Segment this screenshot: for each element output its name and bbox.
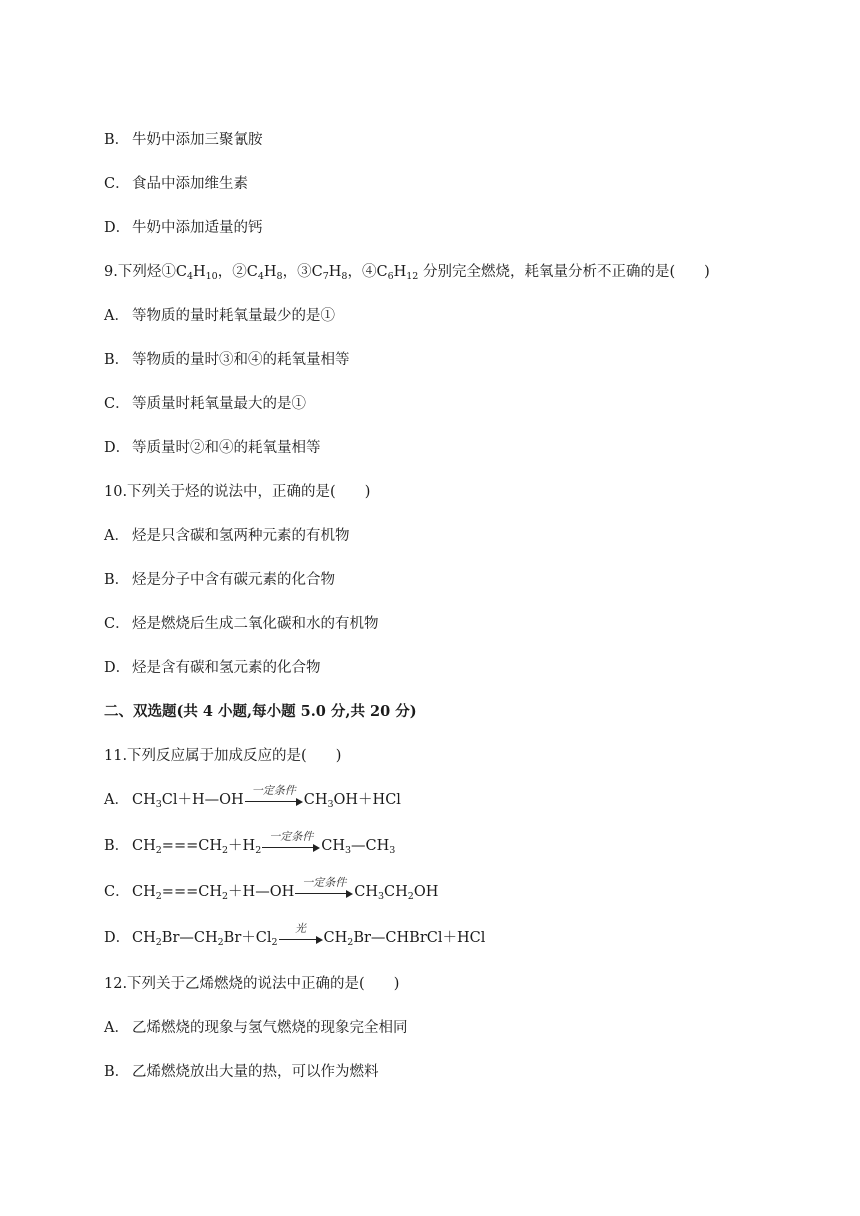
q9-option-d xyxy=(104,436,321,460)
q10-option-d xyxy=(104,656,321,680)
q12-option-b xyxy=(104,1060,379,1084)
subscript: 4 xyxy=(186,271,193,282)
formula-text: CH xyxy=(321,838,345,854)
stem-text: H xyxy=(328,264,342,280)
formula-text: ＋H xyxy=(228,838,256,854)
q9-option-a xyxy=(104,304,335,328)
formula-text: CH xyxy=(323,930,348,946)
formula-text: Cl＋H—OH xyxy=(161,792,244,808)
option-label: D． xyxy=(104,440,131,456)
subscript: 3 xyxy=(389,845,396,856)
formula-text: CH xyxy=(384,884,408,900)
subscript: 2 xyxy=(407,891,414,902)
option-label: A． xyxy=(104,792,129,808)
q8-option-c xyxy=(104,172,248,196)
option-label: D． xyxy=(104,660,131,676)
reaction-condition: 一定条件 xyxy=(302,876,347,889)
formula-text: ===CH xyxy=(161,884,222,900)
option-label: C． xyxy=(104,176,130,192)
formula-text: CH xyxy=(132,884,156,900)
option-text: 等质量时耗氧量最大的是① xyxy=(132,396,306,412)
q10-option-c xyxy=(104,612,379,636)
formula-text: CH xyxy=(303,792,328,808)
option-label: C． xyxy=(104,616,130,632)
option-label: B． xyxy=(104,132,130,148)
subscript: 4 xyxy=(257,271,264,282)
subscript: 2 xyxy=(155,891,162,902)
formula-text: Br—CH xyxy=(161,930,218,946)
formula-text: CH xyxy=(132,792,156,808)
q12-stem: 12.下列关于乙烯燃烧的说法中正确的是( ) xyxy=(104,976,400,992)
formula-text: OH xyxy=(413,884,439,900)
q9-option-b xyxy=(104,348,350,372)
q9-stem xyxy=(104,260,710,284)
formula-text: Br—CHBrCl＋HCl xyxy=(353,930,486,946)
reaction-condition: 光 xyxy=(295,922,307,935)
section-heading: 二、双选题(共 4 小题,每小题 5.0 分,共 20 分) xyxy=(104,703,417,720)
option-label: D． xyxy=(104,930,131,946)
q11-stem: 11.下列反应属于加成反应的是( ) xyxy=(104,748,342,764)
option-text: 食品中添加维生素 xyxy=(132,176,248,192)
formula-text: —CH xyxy=(351,838,390,854)
option-text: 烃是含有碳和氢元素的化合物 xyxy=(132,660,321,676)
q8-option-b xyxy=(104,128,263,152)
subscript: 6 xyxy=(387,271,394,282)
reaction-arrow xyxy=(245,784,303,812)
q11-option-b xyxy=(104,830,396,858)
subscript: 2 xyxy=(347,937,354,948)
q12-option-a xyxy=(104,1016,408,1040)
stem-text: H xyxy=(192,264,206,280)
subscript: 3 xyxy=(155,799,162,810)
option-text: 乙烯燃烧的现象与氢气燃烧的现象完全相同 xyxy=(132,1020,408,1036)
option-text: 烃是只含碳和氢两种元素的有机物 xyxy=(132,528,350,544)
stem-text: ，④C xyxy=(347,264,388,280)
subscript: 2 xyxy=(217,937,224,948)
option-text: 乙烯燃烧放出大量的热，可以作为燃料 xyxy=(132,1064,379,1080)
option-text: 等物质的量时耗氧量最少的是① xyxy=(132,308,335,324)
formula-text: CH xyxy=(132,930,156,946)
stem-text: H xyxy=(393,264,407,280)
subscript: 3 xyxy=(377,891,385,902)
option-label: A． xyxy=(104,308,129,324)
option-label: A． xyxy=(104,528,129,544)
stem-text: H xyxy=(263,264,277,280)
stem-text: ，②C xyxy=(217,264,258,280)
subscript: 3 xyxy=(345,845,352,856)
subscript: 8 xyxy=(276,271,283,282)
stem-text: 9.下列烃①C xyxy=(104,264,187,280)
reaction-condition: 一定条件 xyxy=(269,830,314,843)
option-label: B． xyxy=(104,1064,130,1080)
subscript: 2 xyxy=(155,937,162,948)
q10-option-b xyxy=(104,568,335,592)
formula-text: ===CH xyxy=(161,838,222,854)
option-label: B． xyxy=(104,352,130,368)
option-text: 牛奶中添加三聚氰胺 xyxy=(132,132,263,148)
reaction-arrow xyxy=(295,876,353,904)
subscript: 12 xyxy=(406,271,419,282)
option-label: C． xyxy=(104,396,130,412)
formula-text: OH＋HCl xyxy=(333,792,401,808)
subscript: 2 xyxy=(222,845,229,856)
formula-text: Br＋Cl xyxy=(223,930,272,946)
q10-stem: 10.下列关于烃的说法中，正确的是( ) xyxy=(104,484,371,500)
q11-option-a xyxy=(104,784,401,812)
reaction-arrow xyxy=(262,830,320,858)
subscript: 7 xyxy=(322,271,329,282)
q11-option-c xyxy=(104,876,439,904)
formula-text: CH xyxy=(354,884,378,900)
q10-option-a xyxy=(104,524,350,548)
q9-option-c xyxy=(104,392,306,416)
subscript: 8 xyxy=(341,271,348,282)
option-text: 牛奶中添加适量的钙 xyxy=(132,220,263,236)
subscript: 2 xyxy=(255,845,262,856)
option-text: 烃是燃烧后生成二氧化碳和水的有机物 xyxy=(132,616,379,632)
option-label: D． xyxy=(104,220,131,236)
subscript: 2 xyxy=(155,845,162,856)
subscript: 3 xyxy=(327,799,334,810)
option-text: 等质量时②和④的耗氧量相等 xyxy=(132,440,321,456)
q11-option-d xyxy=(104,922,486,950)
option-label: A． xyxy=(104,1020,129,1036)
subscript: 10 xyxy=(205,271,218,282)
option-label: C． xyxy=(104,884,130,900)
option-label: B． xyxy=(104,572,130,588)
option-text: 等物质的量时③和④的耗氧量相等 xyxy=(132,352,350,368)
stem-text: ，③C xyxy=(282,264,323,280)
reaction-condition: 一定条件 xyxy=(251,784,296,797)
formula-text: CH xyxy=(132,838,156,854)
subscript: 2 xyxy=(271,937,278,948)
q8-option-d xyxy=(104,216,263,240)
option-label: B． xyxy=(104,838,130,854)
formula-text: ＋H—OH xyxy=(228,884,295,900)
reaction-arrow xyxy=(279,922,323,950)
subscript: 2 xyxy=(222,891,229,902)
stem-text: 分别完全燃烧，耗氧量分析不正确的是( ) xyxy=(418,264,710,280)
option-text: 烃是分子中含有碳元素的化合物 xyxy=(132,572,335,588)
